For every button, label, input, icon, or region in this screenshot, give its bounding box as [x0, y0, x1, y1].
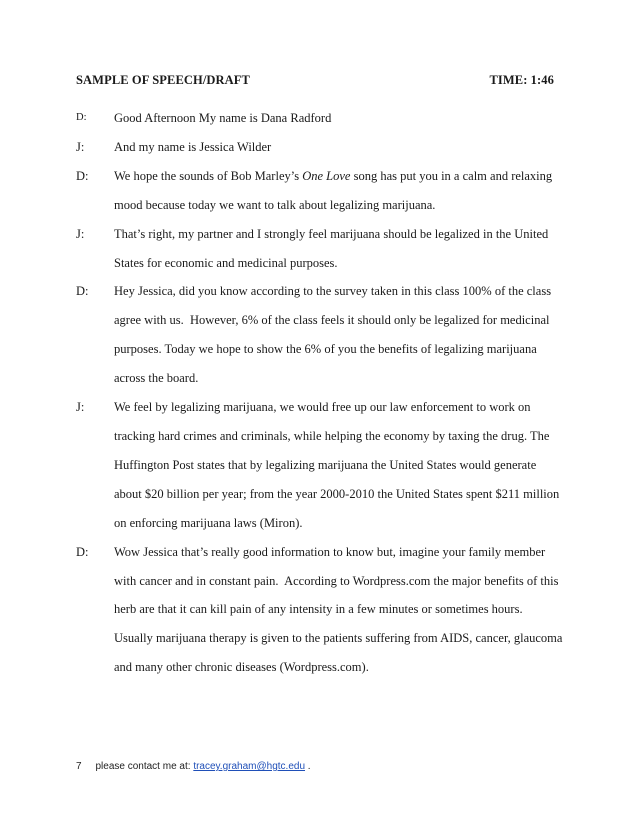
dialogue-text: about $20 billion per year; from the year 2000-2010 the United States spent $211 million [114, 486, 560, 501]
page-footer [76, 761, 311, 772]
dialogue-line [76, 277, 571, 306]
dialogue-text: on enforcing marijuana laws (Miron). [114, 515, 303, 530]
dialogue-line [76, 624, 571, 653]
speaker-label [76, 624, 114, 653]
speaker-label [76, 364, 114, 393]
dialogue-line [76, 364, 571, 393]
speaker-label [76, 306, 114, 335]
dialogue-line [76, 162, 571, 191]
speech-time: TIME: 1:46 [489, 73, 554, 87]
dialogue-text: and many other chronic diseases (Wordpress.com). [114, 660, 369, 675]
dialogue-text-part: song has put you in a calm and relaxing [350, 168, 553, 183]
dialogue-text: States for economic and medicinal purposes. [114, 255, 338, 270]
contact-email-link[interactable]: tracey.graham@hgtc.edu [193, 761, 306, 772]
dialogue-line [76, 393, 571, 422]
dialogue-text: across the board. [114, 371, 199, 386]
speech-dialogue [76, 104, 571, 682]
dialogue-text: tracking hard crimes and criminals, while helping the economy by taxing the drug. The [114, 428, 550, 443]
dialogue-line [76, 509, 571, 538]
dialogue-text [114, 162, 571, 191]
dialogue-line [76, 422, 571, 451]
dialogue-line [76, 249, 571, 278]
dialogue-line [76, 480, 571, 509]
dialogue-text: Good Afternoon My name is Dana Radford [114, 111, 332, 125]
speaker-label: D: [76, 544, 89, 559]
speaker-label: J: [76, 139, 85, 154]
dialogue-text: And my name is Jessica Wilder [114, 139, 272, 154]
speaker-label: J: [76, 226, 85, 241]
speaker-label: D: [76, 284, 89, 299]
speaker-label [76, 595, 114, 624]
dialogue-text: mood because today we want to talk about legalizing marijuana. [114, 197, 436, 212]
footer-trailing: . [307, 761, 311, 772]
dialogue-line [76, 653, 571, 682]
speaker-label [76, 191, 114, 220]
dialogue-text: purposes. Today we hope to show the 6% of you the benefits of legalizing marijuana [114, 342, 537, 357]
speaker-label [76, 653, 114, 682]
dialogue-line [76, 567, 571, 596]
dialogue-text: with cancer and in constant pain. According to Wordpress.com the major benefits of this [114, 573, 559, 588]
dialogue-line [76, 220, 571, 249]
speaker-label [76, 480, 114, 509]
dialogue-line [76, 191, 571, 220]
speaker-label [76, 422, 114, 451]
dialogue-line [76, 104, 571, 133]
document-title: SAMPLE OF SPEECH/DRAFT [76, 73, 250, 87]
dialogue-line [76, 306, 571, 335]
dialogue-line [76, 595, 571, 624]
dialogue-text: We feel by legalizing marijuana, we would free up our law enforcement to work on [114, 400, 531, 415]
dialogue-text-part: We hope the sounds of Bob Marley’s [114, 168, 303, 183]
dialogue-line [76, 451, 571, 480]
dialogue-text: Usually marijuana therapy is given to the patients suffering from AIDS, cancer, glaucoma [114, 631, 563, 646]
song-title: One Love [302, 168, 351, 183]
dialogue-line [76, 133, 571, 162]
speaker-label [76, 249, 114, 278]
speaker-label: J: [76, 400, 85, 415]
page-number: 7 [76, 761, 82, 772]
speaker-label [76, 567, 114, 596]
speaker-label: D: [76, 168, 89, 183]
dialogue-text: Huffington Post states that by legalizing marijuana the United States would generate [114, 457, 537, 472]
dialogue-text: Hey Jessica, did you know according to the survey taken in this class 100% of the class [114, 284, 552, 299]
document-header [76, 73, 554, 88]
contact-text: please contact me at: [95, 761, 194, 772]
dialogue-text: Wow Jessica that’s really good information to know but, imagine your family member [114, 544, 546, 559]
dialogue-line [76, 538, 571, 567]
dialogue-text: That’s right, my partner and I strongly feel marijuana should be legalized in the United [114, 226, 549, 241]
speaker-label [76, 509, 114, 538]
speaker-label [76, 451, 114, 480]
dialogue-line [76, 335, 571, 364]
speaker-label: D: [76, 112, 87, 123]
speaker-label [76, 335, 114, 364]
dialogue-text: agree with us. However, 6% of the class feels it should only be legalized for medicinal [114, 313, 550, 328]
dialogue-text: herb are that it can kill pain of any intensity in a few minutes or sometimes hours. [114, 602, 523, 617]
